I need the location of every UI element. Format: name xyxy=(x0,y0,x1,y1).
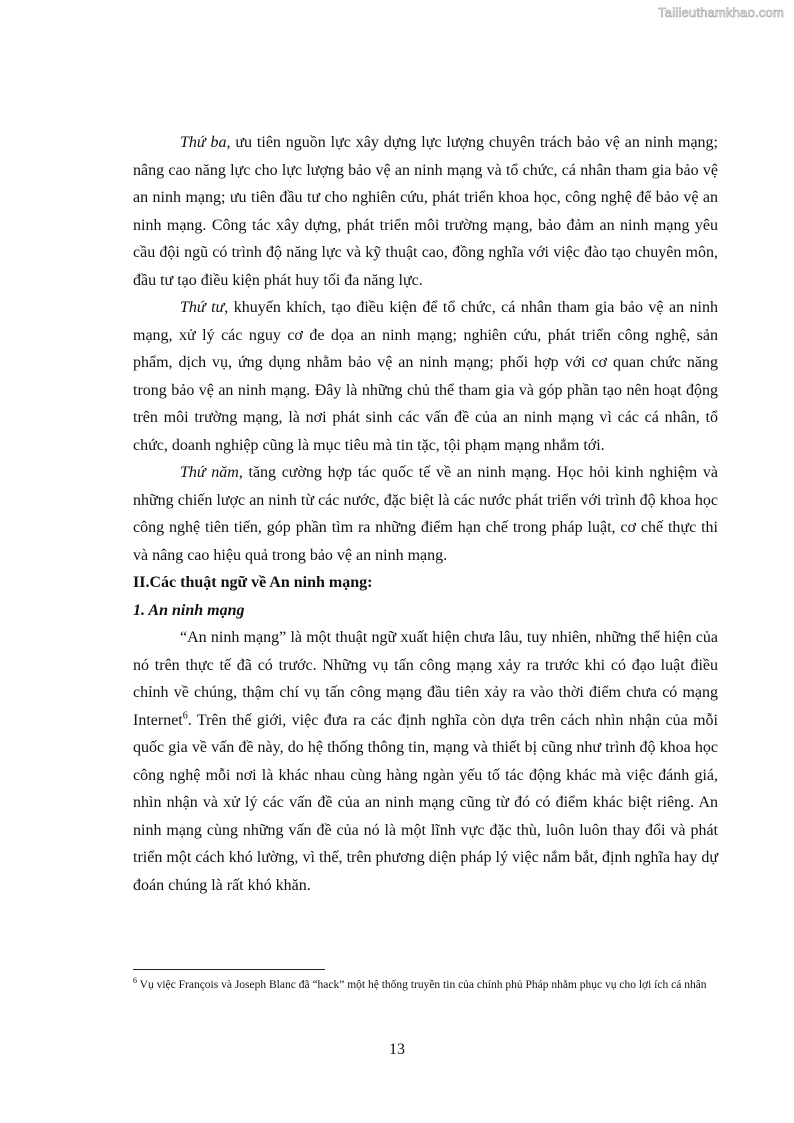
paragraph-thu-tu xyxy=(133,294,718,459)
paragraph-thu-nam xyxy=(133,459,718,569)
paragraph-text: . Trên thế giới, việc đưa ra các định nghĩa còn dựa trên cách nhìn nhận của mỗi quốc gia về vấn đề này, do hệ thống thông tin, mạng và thiết bị cũng như trình độ khoa học công nghệ mỗi nơi là khác nhau cùng hàng ngàn yếu tố tác động khác mà việc đánh giá, nhìn nhận và xử lý các vấn đề của an ninh mạng cũng từ đó có điểm khác biệt riêng. An ninh mạng cùng những vấn đề của nó là một lĩnh vực đặc thù, luôn luôn thay đổi và phát triển một cách khó lường, vì thế, trên phương diện pháp lý việc nắm bắt, định nghĩa hay dự đoán chúng là rất khó khăn. xyxy=(133,711,718,894)
paragraph-text: , tăng cường hợp tác quốc tế về an ninh mạng. Học hỏi kinh nghiệm và những chiến lược an ninh từ các nước, đặc biệt là các nước phát triển với trình độ khoa học công nghệ tiên tiến, góp phần tìm ra những điểm hạn chế trong pháp luật, cơ chế thực thi và nâng cao hiệu quả trong bảo vệ an ninh mạng. xyxy=(133,464,719,564)
paragraph-text: , ưu tiên nguồn lực xây dựng lực lượng chuyên trách bảo vệ an ninh mạng; nâng cao năng lực cho lực lượng bảo vệ an ninh mạng và tổ chức, cá nhân tham gia bảo vệ an ninh mạng; ưu tiên đầu tư cho nghiên cứu, phát triển khoa học, công nghệ để bảo vệ an ninh mạng. Công tác xây dựng, phát triển môi trường mạng, bảo đảm an ninh mạng yêu cầu đội ngũ có trình độ năng lực và kỹ thuật cao, đồng nghĩa với việc đào tạo chuyên môn, đầu tư tạo điều kiện phát huy tối đa năng lực. xyxy=(133,134,718,289)
paragraph-thu-ba xyxy=(133,129,718,294)
paragraph-lead: Thứ tư xyxy=(180,299,225,316)
paragraph-lead: Thứ năm xyxy=(180,464,239,481)
footnote-divider xyxy=(133,969,325,970)
paragraph-an-ninh-mang xyxy=(133,624,718,899)
paragraph-text: “An ninh mạng” là một thuật ngữ xuất hiện chưa lâu, tuy nhiên, những thể hiện của nó trên thực tế đã có trước. Những vụ tấn công mạng xảy ra trước khi có đạo luật điều chỉnh về chúng, thậm chí vụ tấn công mạng đầu tiên xảy ra vào thời điểm chưa có mạng Internet xyxy=(133,629,718,729)
footnote-reference[interactable]: 6 xyxy=(182,710,188,722)
footnote-number: 6 xyxy=(133,976,137,986)
paragraph-text: , khuyến khích, tạo điều kiện để tổ chức, cá nhân tham gia bảo vệ an ninh mạng, xử lý các nguy cơ đe dọa an ninh mạng; nghiên cứu, phát triển công nghệ, sản phẩm, dịch vụ, ứng dụng nhằm bảo vệ an ninh mạng; phối hợp với cơ quan chức năng trong bảo vệ an ninh mạng. Đây là những chủ thể tham gia và góp phần tạo nên hoạt động trên môi trường mạng, là nơi phát sinh các vấn đề của an ninh mạng vì các cá nhân, tổ chức, doanh nghiệp cũng là mục tiêu mà tin tặc, tội phạm mạng nhắm tới. xyxy=(133,299,718,454)
page-body xyxy=(133,129,718,899)
footnote xyxy=(133,977,718,993)
subsection-heading: 1. An ninh mạng xyxy=(133,601,245,619)
paragraph-lead: Thứ ba xyxy=(180,134,227,151)
section-heading: II.Các thuật ngữ về An ninh mạng: xyxy=(133,574,373,591)
page-number: 13 xyxy=(389,1041,405,1058)
watermark: Tailieuthamkhao.com xyxy=(658,5,784,20)
footnote-text: Vụ việc François và Joseph Blanc đã “hack” một hệ thống truyền tin của chính phủ Pháp nhằm phục vụ cho lợi ích cá nhân xyxy=(137,979,707,991)
